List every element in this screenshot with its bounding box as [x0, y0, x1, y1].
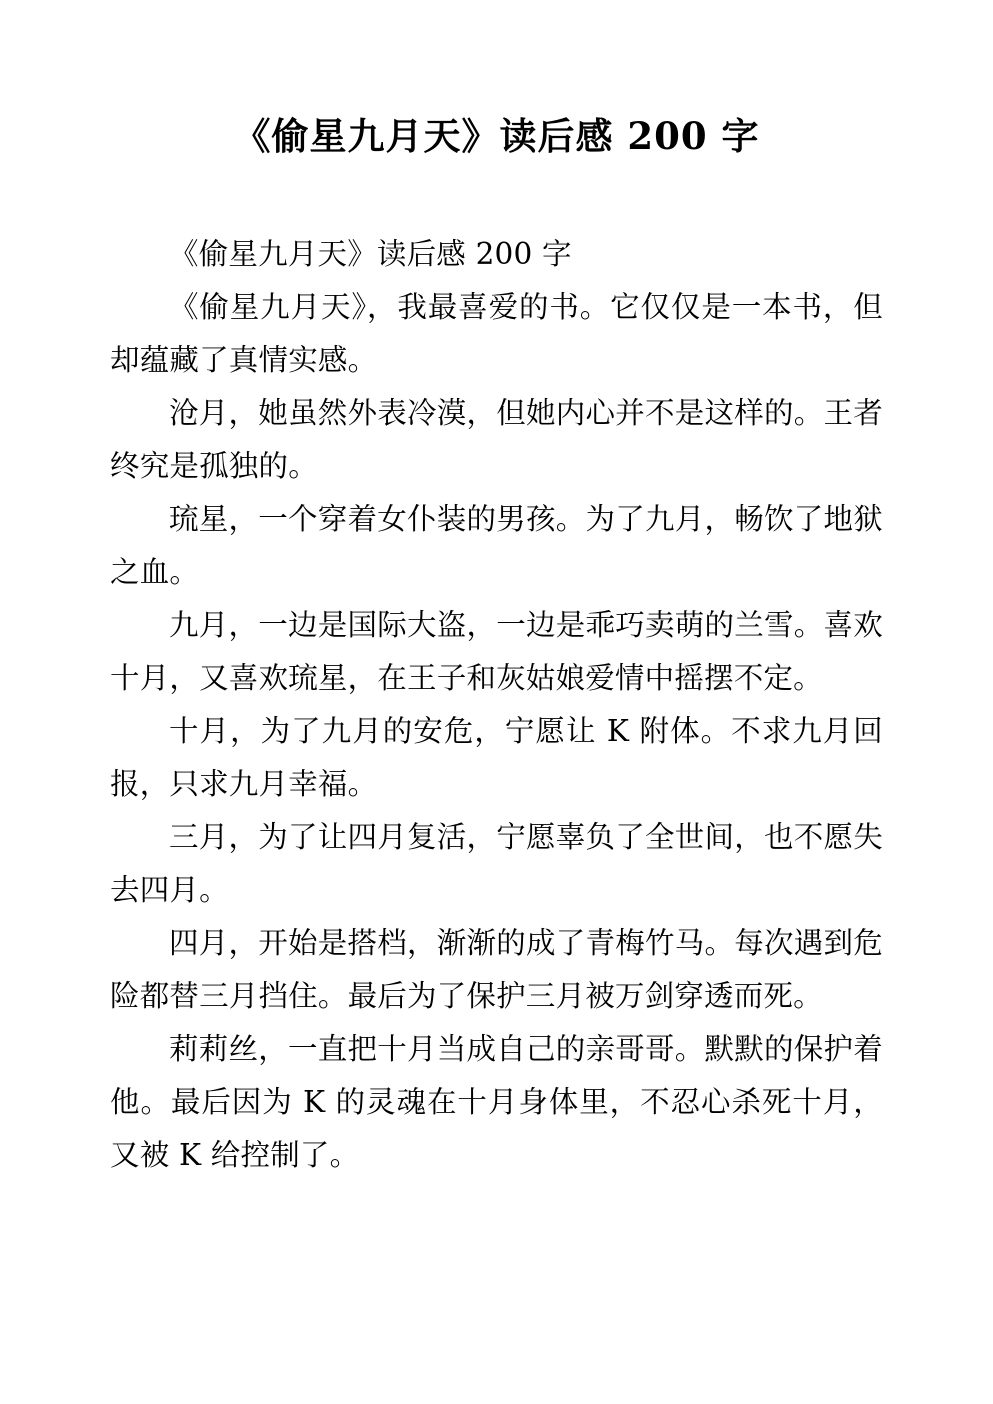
paragraph: 十月，为了九月的安危，宁愿让 K 附体。不求九月回报，只求九月幸福。 — [110, 713, 883, 801]
paragraph: 《偷星九月天》读后感 200 字 — [169, 236, 572, 271]
paragraph: 《偷星九月天》，我最喜爱的书。它仅仅是一本书，但却蕴藏了真情实感。 — [110, 289, 883, 377]
document-body — [110, 228, 883, 1182]
paragraph: 琉星，一个穿着女仆装的男孩。为了九月，畅饮了地狱之血。 — [110, 501, 883, 589]
paragraph: 九月，一边是国际大盗，一边是乖巧卖萌的兰雪。喜欢十月，又喜欢琉星，在王子和灰姑娘爱情中摇摆不定。 — [110, 607, 883, 695]
paragraph: 莉莉丝，一直把十月当成自己的亲哥哥。默默的保护着他。最后因为 K 的灵魂在十月身体里，不忍心杀死十月，又被 K 给控制了。 — [110, 1031, 883, 1172]
page-title: 《偷星九月天》读后感 200 字 — [233, 114, 760, 158]
paragraph: 沧月，她虽然外表冷漠，但她内心并不是这样的。王者终究是孤独的。 — [110, 395, 883, 483]
paragraph: 三月，为了让四月复活，宁愿辜负了全世间，也不愿失去四月。 — [110, 819, 883, 907]
paragraph: 四月，开始是搭档，渐渐的成了青梅竹马。每次遇到危险都替三月挡住。最后为了保护三月被万剑穿透而死。 — [110, 925, 883, 1013]
